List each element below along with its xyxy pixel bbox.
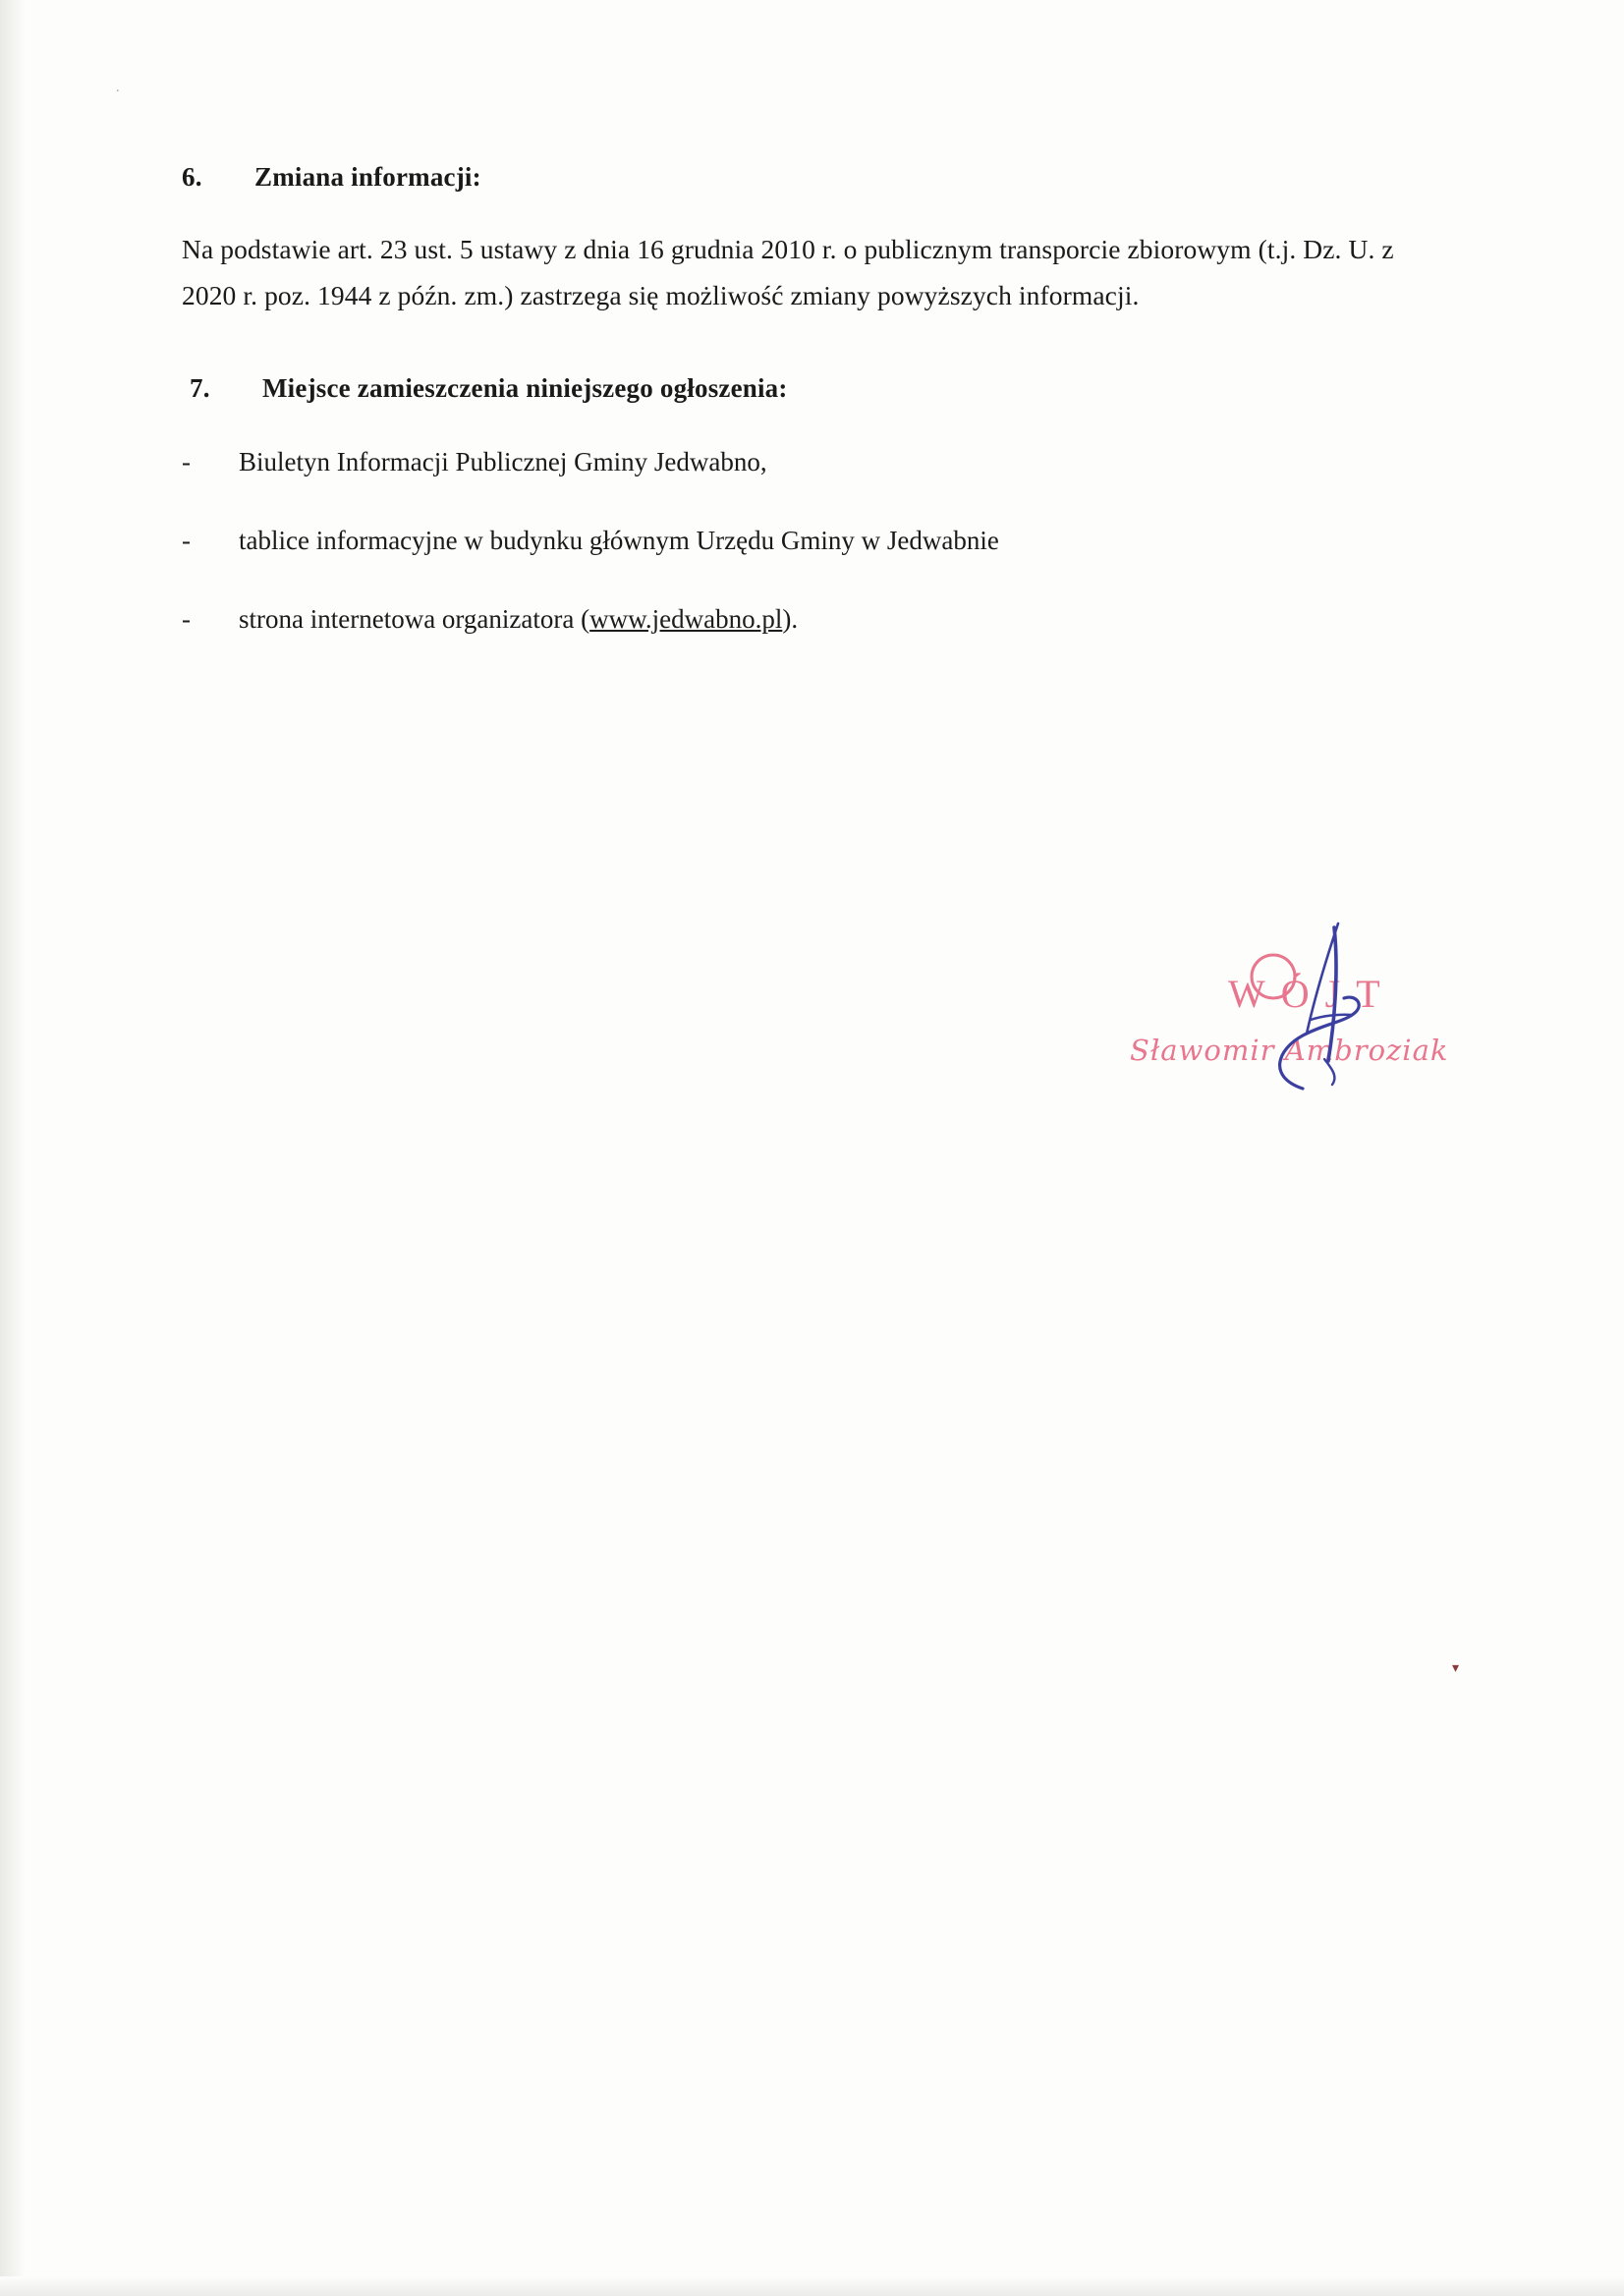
list-item (182, 441, 1420, 482)
stamp-title: WÓJT (1228, 972, 1396, 1016)
bullet-marker: - (182, 447, 191, 476)
scan-edge-bottom (0, 2276, 1624, 2296)
bullet-marker: - (182, 526, 191, 555)
section-6-paragraph: Na podstawie art. 23 ust. 5 ustawy z dnia 16 grudnia 2010 r. o publicznym transporcie zbiorowym (t.j. Dz. U. z 2020 r. poz. 1944 z późn. zm.) zastrzega się możliwość zmiany powyższych informacji. (182, 234, 1394, 310)
bullet-text-suffix: ). (782, 604, 799, 634)
bullet-text: tablice informacyjne w budynku głównym Urzędu Gminy w Jedwabnie (239, 526, 999, 555)
scan-edge-left (0, 0, 26, 2296)
scan-artifact-top-left: . (116, 81, 120, 95)
section-7-title: Miejsce zamieszczenia niniejszego ogłoszenia: (262, 373, 788, 403)
section-7-bullet-list (182, 441, 1420, 640)
section-6-title: Zmiana informacji: (254, 162, 481, 192)
section-6-heading (182, 162, 1420, 193)
organizer-website-link[interactable]: www.jedwabno.pl (589, 604, 783, 634)
bullet-text-with-link (239, 598, 1420, 640)
signature-block (1120, 914, 1513, 1140)
scan-artifact-right: ▾ (1452, 1661, 1460, 1676)
stamp-name: Sławomir Ambroziak (1130, 1034, 1449, 1067)
section-7-number: 7. (190, 373, 210, 403)
list-item (182, 520, 1420, 561)
bullet-marker: - (182, 604, 191, 634)
section-6-number: 6. (182, 162, 202, 192)
section-7-heading (182, 373, 1420, 404)
document-content (182, 162, 1420, 677)
list-item (182, 598, 1420, 640)
bullet-text: Biuletyn Informacji Publicznej Gminy Jedwabno, (239, 447, 767, 476)
bullet-text-prefix: strona internetowa organizatora ( (239, 604, 590, 634)
